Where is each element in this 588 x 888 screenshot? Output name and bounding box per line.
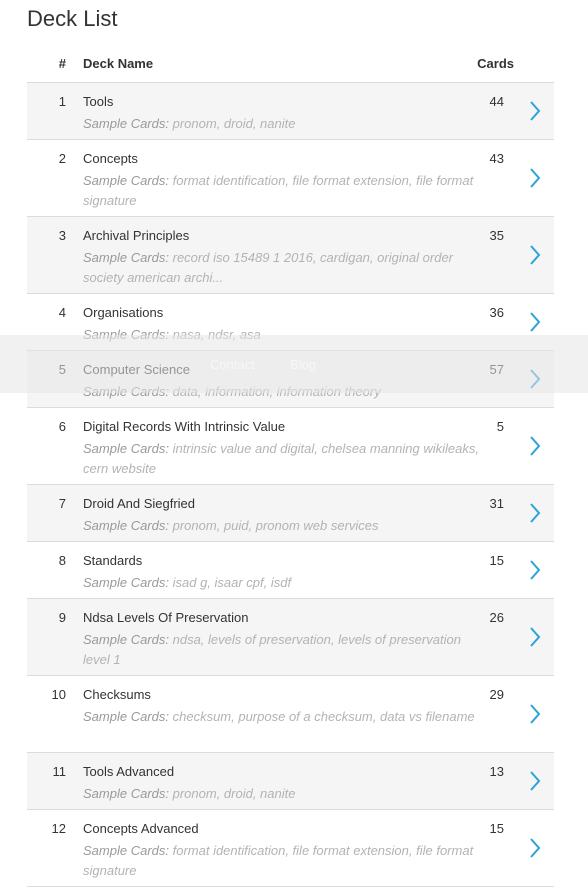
sample-cards — [83, 573, 485, 593]
card-count: 15 — [489, 821, 504, 836]
deck-name[interactable]: Ndsa Levels Of Preservation — [83, 610, 249, 625]
deck-name[interactable]: Digital Records With Intrinsic Value — [83, 419, 286, 434]
sample-cards-label: Sample Cards: — [83, 250, 169, 265]
nav-link-contact[interactable]: Contact — [210, 357, 255, 372]
card-count: 44 — [489, 94, 504, 109]
table-row[interactable] — [27, 408, 554, 485]
sample-cards-label: Sample Cards: — [83, 843, 169, 858]
chevron-right-icon[interactable] — [528, 626, 542, 648]
sample-cards-list: checksum, purpose of a checksum, data vs filename — [172, 709, 475, 724]
card-count: 29 — [489, 687, 504, 702]
sample-cards — [83, 114, 485, 134]
sample-cards-list: intrinsic value and digital, chelsea manning wikileaks, cern website — [83, 441, 479, 476]
sample-cards — [83, 248, 485, 288]
sample-cards-label: Sample Cards: — [83, 709, 169, 724]
chevron-right-icon[interactable] — [528, 167, 542, 189]
sample-cards-list: record iso 15489 1 2016, cardigan, original order society american archi... — [83, 250, 454, 285]
card-count: 5 — [496, 419, 504, 434]
table-row[interactable] — [27, 753, 554, 810]
chevron-right-icon[interactable] — [528, 244, 542, 266]
card-count: 31 — [489, 496, 504, 511]
chevron-right-icon[interactable] — [528, 311, 542, 333]
table-row[interactable] — [27, 217, 554, 294]
deck-name[interactable]: Droid And Siegfried — [83, 496, 196, 511]
deck-name[interactable]: Concepts Advanced — [83, 821, 199, 836]
chevron-right-icon[interactable] — [528, 435, 542, 457]
chevron-right-icon[interactable] — [528, 770, 542, 792]
deck-name[interactable]: Checksums — [83, 687, 151, 702]
sample-cards — [83, 784, 485, 804]
nav-link-blog[interactable]: Blog — [290, 357, 317, 372]
sample-cards-label: Sample Cards: — [83, 116, 169, 131]
deck-name[interactable]: Tools Advanced — [83, 764, 175, 779]
table-row[interactable] — [27, 140, 554, 217]
sample-cards-list: isad g, isaar cpf, isdf — [172, 575, 292, 590]
sample-cards-label: Sample Cards: — [83, 632, 169, 647]
row-number: 3 — [58, 228, 66, 243]
sample-cards-label: Sample Cards: — [83, 518, 169, 533]
table-row[interactable] — [27, 542, 554, 599]
table-row[interactable] — [27, 810, 554, 887]
card-count: 13 — [489, 764, 504, 779]
card-count: 15 — [489, 553, 504, 568]
sample-cards-list: pronom, droid, nanite — [172, 116, 296, 131]
table-row[interactable] — [27, 676, 554, 753]
card-count: 35 — [489, 228, 504, 243]
row-number: 12 — [51, 821, 66, 836]
deck-name[interactable]: Organisations — [83, 305, 164, 320]
row-number: 10 — [51, 687, 66, 702]
card-count: 36 — [489, 305, 504, 320]
card-count: 43 — [489, 151, 504, 166]
header-cards: Cards — [477, 56, 514, 71]
sample-cards — [83, 171, 485, 211]
sample-cards-list: pronom, puid, pronom web services — [172, 518, 379, 533]
header-deck-name: Deck Name — [83, 56, 154, 71]
sample-cards-list: format identification, file format extension, file format signature — [83, 173, 474, 208]
header-number: # — [58, 56, 66, 71]
deck-name[interactable]: Archival Principles — [83, 228, 190, 243]
row-number: 1 — [58, 94, 66, 109]
page-title: Deck List — [27, 6, 118, 31]
card-count: 26 — [489, 610, 504, 625]
table-row[interactable] — [27, 485, 554, 542]
deck-table — [27, 48, 554, 887]
table-header — [27, 48, 554, 83]
sample-cards — [83, 707, 485, 727]
chevron-right-icon[interactable] — [528, 100, 542, 122]
row-number: 8 — [58, 553, 66, 568]
sample-cards-label: Sample Cards: — [83, 786, 169, 801]
sample-cards-label: Sample Cards: — [83, 441, 169, 456]
deck-name[interactable]: Standards — [83, 553, 143, 568]
row-number: 4 — [58, 305, 66, 320]
chevron-right-icon[interactable] — [528, 703, 542, 725]
row-number: 7 — [58, 496, 66, 511]
deck-name[interactable]: Concepts — [83, 151, 138, 166]
faded-nav-overlay — [0, 335, 588, 393]
chevron-right-icon[interactable] — [528, 502, 542, 524]
row-number: 2 — [58, 151, 66, 166]
sample-cards-list: ndsa, levels of preservation, levels of preservation level 1 — [83, 632, 461, 667]
sample-cards-list: pronom, droid, nanite — [172, 786, 296, 801]
row-number: 6 — [58, 419, 66, 434]
sample-cards-list: format identification, file format extension, file format signature — [83, 843, 474, 878]
sample-cards-label: Sample Cards: — [83, 173, 169, 188]
table-row[interactable] — [27, 599, 554, 676]
row-number: 11 — [52, 764, 66, 779]
chevron-right-icon[interactable] — [528, 559, 542, 581]
row-number: 9 — [58, 610, 66, 625]
sample-cards — [83, 630, 485, 670]
sample-cards — [83, 439, 485, 479]
sample-cards — [83, 841, 485, 881]
deck-name[interactable]: Tools — [83, 94, 114, 109]
sample-cards-label: Sample Cards: — [83, 575, 169, 590]
table-row[interactable] — [27, 83, 554, 140]
sample-cards — [83, 516, 485, 536]
chevron-right-icon[interactable] — [528, 837, 542, 859]
